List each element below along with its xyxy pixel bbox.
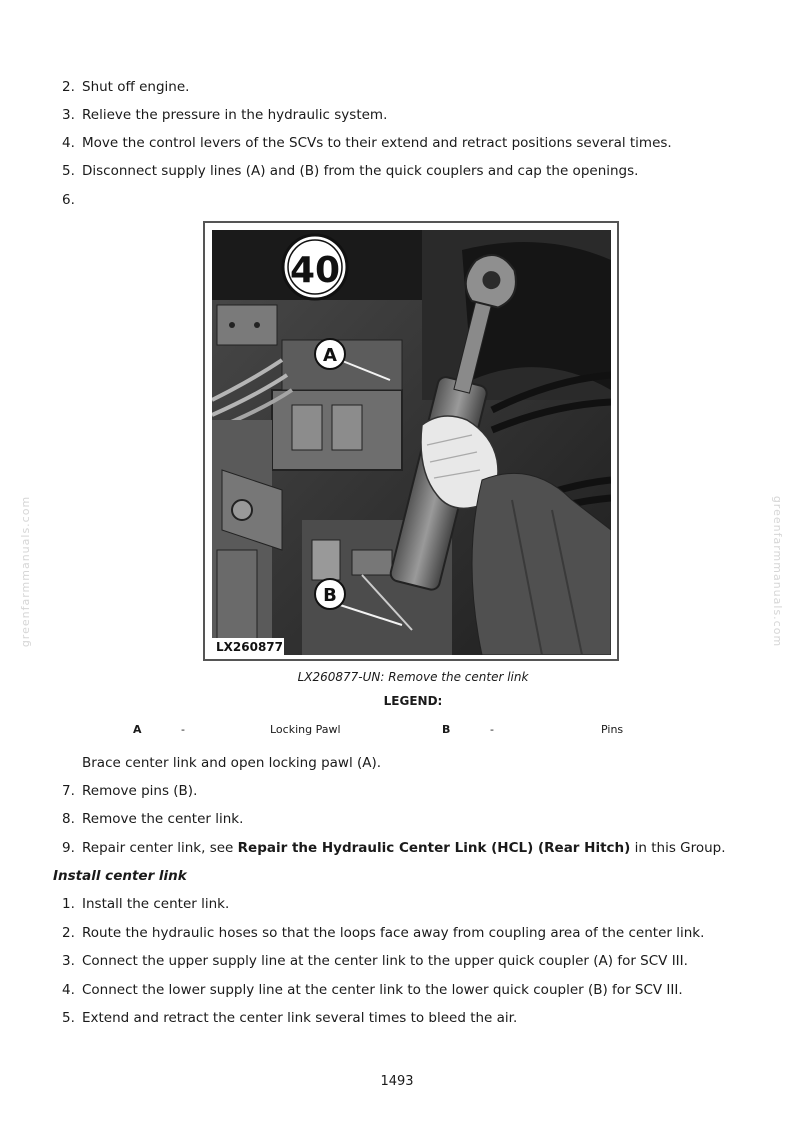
legend-label-b: Pins xyxy=(601,723,624,736)
step-number: 5. xyxy=(62,1010,75,1026)
callout-a: A xyxy=(323,345,337,366)
legend-dash-a: - xyxy=(181,723,185,736)
step-number: 1. xyxy=(62,896,75,912)
step6-text: Brace center link and open locking pawl (A). xyxy=(82,755,382,771)
step-text: Shut off engine. xyxy=(82,79,190,95)
callout-b: B xyxy=(323,585,337,606)
step-text: Remove the center link. xyxy=(82,811,244,827)
step-item xyxy=(62,1010,517,1026)
step-text: Install the center link. xyxy=(82,896,230,912)
step-text: Connect the lower supply line at the center link to the lower quick coupler (B) for SCV III. xyxy=(82,982,683,998)
step-item xyxy=(62,107,387,123)
step-item xyxy=(62,783,197,799)
step-item xyxy=(62,163,638,179)
step-number: 3. xyxy=(62,107,75,123)
figure-photo xyxy=(212,230,611,655)
step-text: Repair center link, see xyxy=(82,840,238,856)
legend-title: LEGEND: xyxy=(383,694,443,708)
step-item xyxy=(62,953,688,969)
step-number: 2. xyxy=(62,925,75,941)
page-number: 1493 xyxy=(380,1074,414,1089)
step-number: 5. xyxy=(62,163,75,179)
step-number: 4. xyxy=(62,135,75,151)
step-number: 9. xyxy=(62,840,75,856)
watermark-left: greenfarmmanuals.com xyxy=(19,495,33,648)
step-number: 4. xyxy=(62,982,75,998)
step-item xyxy=(62,811,243,827)
step-text-suffix: in this Group. xyxy=(630,840,726,856)
legend-dash-b: - xyxy=(490,723,494,736)
repair-hcl-link[interactable]: Repair the Hydraulic Center Link (HCL) (Rear Hitch) xyxy=(237,840,631,856)
step-item xyxy=(62,896,229,912)
speed-sign-number: 40 xyxy=(289,250,341,291)
watermark-right: greenfarmmanuals.com xyxy=(771,495,785,648)
step-item xyxy=(62,982,683,998)
step-text: Disconnect supply lines (A) and (B) from the quick couplers and cap the openings. xyxy=(82,163,639,179)
step-item xyxy=(62,79,189,95)
step-number: 6. xyxy=(62,192,75,208)
step-number: 3. xyxy=(62,953,75,969)
step-item xyxy=(62,925,704,941)
step-text: Move the control levers of the SCVs to their extend and retract positions several times. xyxy=(82,135,672,151)
legend-key-a: A xyxy=(133,723,142,736)
hydraulic-center-link-illustration xyxy=(212,230,611,655)
step-text: Extend and retract the center link several times to bleed the air. xyxy=(82,1010,518,1026)
step-number: 7. xyxy=(62,783,75,799)
legend-label-a: Locking Pawl xyxy=(270,723,341,736)
section-heading: Install center link xyxy=(53,868,187,884)
step-item xyxy=(62,192,82,208)
step-number: 2. xyxy=(62,79,75,95)
figure-frame xyxy=(203,221,619,661)
step-item xyxy=(62,135,672,151)
step-text: Remove pins (B). xyxy=(82,783,198,799)
step-text: Route the hydraulic hoses so that the loops face away from coupling area of the center link. xyxy=(82,925,705,941)
step-number: 8. xyxy=(62,811,75,827)
step-text: Relieve the pressure in the hydraulic system. xyxy=(82,107,388,123)
step-item xyxy=(62,840,726,856)
step-text: Connect the upper supply line at the center link to the upper quick coupler (A) for SCV III. xyxy=(82,953,688,969)
figure-id-label: LX260877 xyxy=(216,640,283,654)
legend-key-b: B xyxy=(442,723,451,736)
figure-caption: LX260877-UN: Remove the center link xyxy=(297,670,529,684)
